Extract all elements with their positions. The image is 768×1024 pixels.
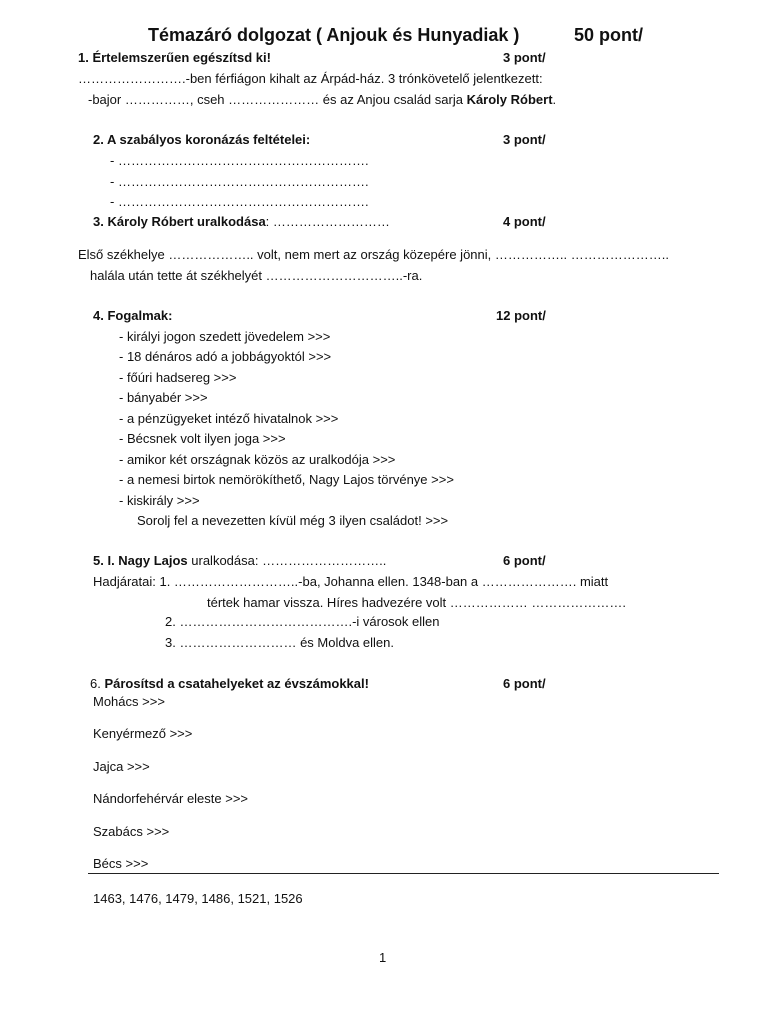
- q4-extra: Sorolj fel a nevezetten kívül még 3 ilyen családot! >>>: [137, 513, 449, 528]
- q4-heading: 4. Fogalmak:: [93, 308, 173, 323]
- q5-heading-rest: uralkodása: ………………………..: [187, 553, 387, 568]
- q2-item: - ………………………………………………….: [110, 194, 369, 209]
- q3-heading-rest: : ………………………: [265, 214, 390, 229]
- q5-points: 6 pont/: [503, 553, 546, 568]
- divider-line: [88, 873, 719, 874]
- q5-heading-bold: 5. I. Nagy Lajos: [93, 553, 188, 568]
- q1-line-2-end: .: [552, 92, 557, 107]
- q6-item: Mohács >>>: [93, 694, 165, 709]
- q4-item: - királyi jogon szedett jövedelem >>>: [119, 329, 331, 344]
- q4-item: - bányabér >>>: [119, 390, 208, 405]
- q5-heading: [93, 553, 386, 569]
- q3-line-2: halála után tette át székhelyét …………………………..-ra.: [90, 268, 423, 283]
- q2-heading: 2. A szabályos koronázás feltételei:: [93, 132, 311, 147]
- q4-item: - a nemesi birtok nemörökíthető, Nagy Lajos törvénye >>>: [119, 472, 454, 487]
- q5-line-1: Hadjáratai: 1. ………………………..-ba, Johanna ellen. 1348-ban a …………………. miatt: [93, 574, 609, 589]
- q6-number: 6.: [90, 676, 105, 691]
- q1-line-1: …………………….-ben férfiágon kihalt az Árpád-ház. 3 trónkövetelő jelentkezett:: [78, 71, 543, 86]
- q2-item: - ………………………………………………….: [110, 153, 369, 168]
- q6-item: Szabács >>>: [93, 824, 170, 839]
- q4-points: 12 pont/: [496, 308, 546, 323]
- q4-item: - kiskirály >>>: [119, 493, 200, 508]
- q4-item: - 18 dénáros adó a jobbágyoktól >>>: [119, 349, 332, 364]
- page-title: Témazáró dolgozat ( Anjouk és Hunyadiak ): [148, 25, 520, 45]
- q6-years: 1463, 1476, 1479, 1486, 1521, 1526: [93, 891, 303, 906]
- page-number: 1: [379, 950, 387, 965]
- q4-item: - Bécsnek volt ilyen joga >>>: [119, 431, 286, 446]
- q3-points: 4 pont/: [503, 214, 546, 229]
- q2-points: 3 pont/: [503, 132, 546, 147]
- q1-points: 3 pont/: [503, 50, 546, 65]
- q3-heading-bold: 3. Károly Róbert uralkodása: [93, 214, 266, 229]
- q6-item: Kenyérmező >>>: [93, 726, 193, 741]
- q6-points: 6 pont/: [503, 676, 546, 691]
- q5-line-3: 2. ………………………………….-i városok ellen: [165, 614, 440, 629]
- q4-item: - a pénzügyeket intéző hivatalnok >>>: [119, 411, 339, 426]
- q3-line-1: Első székhelye ……………….. volt, nem mert az ország közepére jönni, …………….. …………………..: [78, 247, 669, 262]
- q4-item: - főúri hadsereg >>>: [119, 370, 237, 385]
- q3-heading: [93, 214, 390, 230]
- q1-heading: 1. Értelemszerűen egészítsd ki!: [78, 50, 271, 65]
- q6-item: Bécs >>>: [93, 856, 149, 871]
- q6-item: Jajca >>>: [93, 759, 150, 774]
- total-points: 50 pont/: [574, 25, 644, 45]
- q6-item: Nándorfehérvár eleste >>>: [93, 791, 249, 806]
- q1-line-2: [88, 92, 556, 108]
- q6-heading: [90, 676, 369, 692]
- q1-line-2-text: -bajor ……………, cseh ………………… és az Anjou család sarja: [88, 92, 467, 107]
- q1-line-2-bold: Károly Róbert: [466, 92, 553, 107]
- q6-heading-text: Párosítsd a csatahelyeket az évszámokkal!: [104, 676, 369, 691]
- q2-item: - ………………………………………………….: [110, 174, 369, 189]
- q4-item: - amikor két országnak közös az uralkodója >>>: [119, 452, 396, 467]
- q5-line-2: tértek hamar vissza. Híres hadvezére volt ……………… ………………….: [207, 595, 626, 610]
- q5-line-4: 3. ……………………… és Moldva ellen.: [165, 635, 395, 650]
